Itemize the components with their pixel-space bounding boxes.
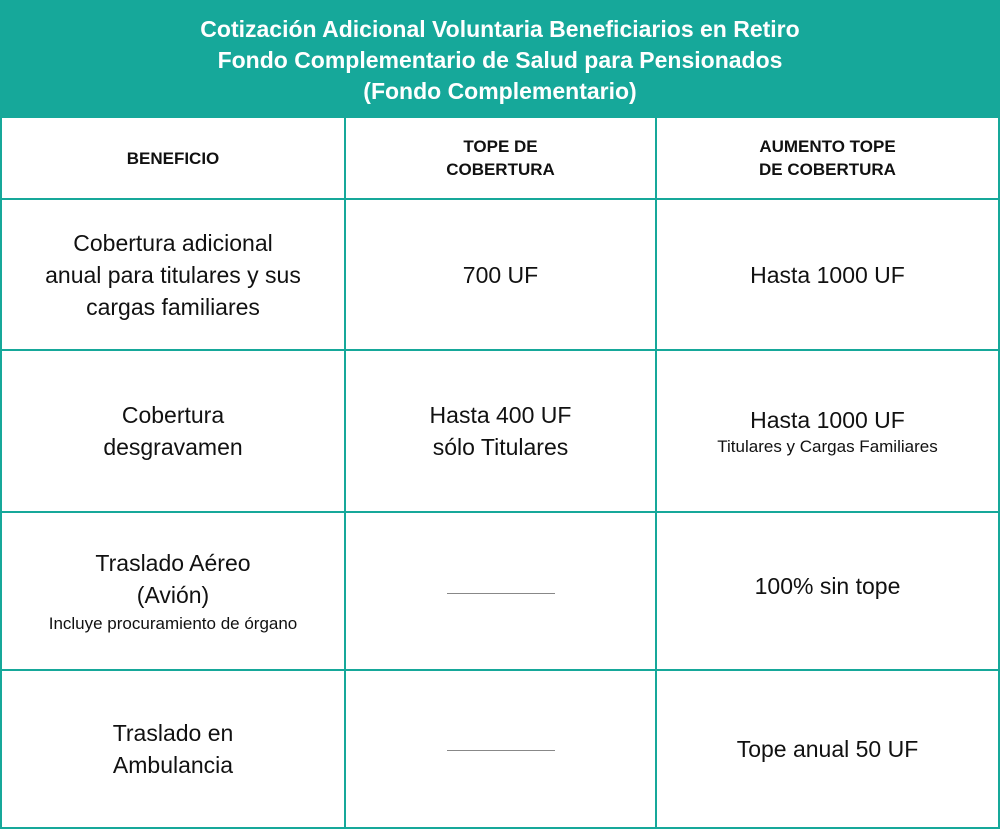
row-3-beneficio-line-2: (Avión) bbox=[136, 582, 210, 608]
column-header-beneficio-label: BENEFICIO bbox=[126, 148, 220, 168]
column-header-tope bbox=[346, 118, 655, 198]
coverage-table bbox=[0, 118, 1000, 829]
column-header-aumento-line-2: DE COBERTURA bbox=[759, 160, 896, 179]
row-3-beneficio-note: Incluye procuramiento de órgano bbox=[48, 614, 298, 633]
column-header-aumento bbox=[657, 118, 998, 198]
row-4-aumento-value: Tope anual 50 UF bbox=[736, 736, 919, 762]
row-3-aumento-value: 100% sin tope bbox=[754, 573, 901, 599]
row-2-beneficio bbox=[2, 351, 344, 511]
column-header-tope-line-1: TOPE DE bbox=[463, 137, 538, 156]
row-4-tope bbox=[346, 671, 655, 827]
row-3-tope bbox=[346, 513, 655, 669]
row-3-tope-empty-dash bbox=[447, 593, 555, 594]
row-3-beneficio-line-1: Traslado Aéreo bbox=[95, 550, 251, 576]
row-1-beneficio-line-3: cargas familiares bbox=[86, 293, 260, 320]
row-4-aumento bbox=[657, 671, 998, 827]
row-1-tope-value: 700 UF bbox=[462, 261, 539, 288]
row-1-aumento bbox=[657, 200, 998, 349]
title-line-3: (Fondo Complementario) bbox=[363, 77, 637, 104]
row-2-tope bbox=[346, 351, 655, 511]
row-2-aumento-note: Titulares y Cargas Familiares bbox=[717, 437, 938, 456]
row-2-beneficio-line-1: Cobertura bbox=[121, 402, 225, 428]
row-1-beneficio bbox=[2, 200, 344, 349]
row-3-beneficio bbox=[2, 513, 344, 669]
column-header-beneficio bbox=[2, 118, 344, 198]
row-1-tope bbox=[346, 200, 655, 349]
column-header-tope-line-2: COBERTURA bbox=[446, 160, 555, 179]
row-4-beneficio bbox=[2, 671, 344, 827]
row-1-aumento-value: Hasta 1000 UF bbox=[750, 261, 905, 288]
row-1-beneficio-line-2: anual para titulares y sus bbox=[45, 261, 301, 288]
row-2-aumento-value: Hasta 1000 UF bbox=[750, 407, 905, 433]
title-line-2: Fondo Complementario de Salud para Pensionados bbox=[217, 46, 783, 73]
row-3-aumento bbox=[657, 513, 998, 669]
row-2-tope-line-1: Hasta 400 UF bbox=[429, 402, 572, 428]
row-1-beneficio-line-1: Cobertura adicional bbox=[73, 229, 273, 256]
table-title bbox=[0, 0, 1000, 118]
row-4-beneficio-line-1: Traslado en bbox=[112, 720, 234, 746]
row-4-tope-empty-dash bbox=[447, 750, 555, 751]
row-4-beneficio-line-2: Ambulancia bbox=[112, 752, 234, 778]
row-2-aumento bbox=[657, 351, 998, 511]
column-header-aumento-line-1: AUMENTO TOPE bbox=[759, 137, 896, 156]
row-2-tope-line-2: sólo Titulares bbox=[432, 434, 569, 460]
title-line-1: Cotización Adicional Voluntaria Beneficiarios en Retiro bbox=[200, 15, 800, 42]
row-2-beneficio-line-2: desgravamen bbox=[103, 434, 243, 460]
